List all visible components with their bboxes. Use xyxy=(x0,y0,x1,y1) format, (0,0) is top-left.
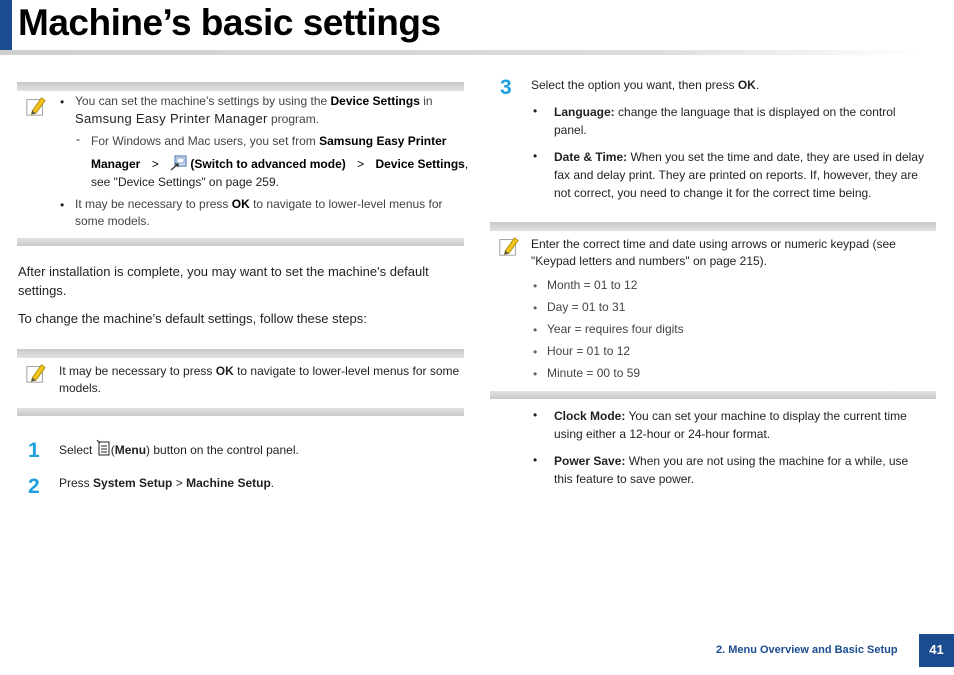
text: You can set the machine’s settings by using the xyxy=(75,94,328,108)
step-3-text xyxy=(531,76,759,94)
intro-paragraph-line2: settings. xyxy=(18,283,67,298)
dash-marker: - xyxy=(76,132,80,146)
separator: > xyxy=(175,476,183,490)
option-language-line2: panel. xyxy=(554,123,587,137)
list-item-day: Day = 01 to 31 xyxy=(547,300,626,314)
text: . xyxy=(270,476,275,490)
option-clock-line2: using either a 12-hour or 24-hour format. xyxy=(554,427,771,441)
text: Select the option you want, then press xyxy=(531,78,735,92)
bullet-dot: • xyxy=(533,367,538,381)
text: change the language that is displayed on the control xyxy=(618,105,896,119)
list-item-year: Year = requires four digits xyxy=(547,322,684,336)
note1-sub-line3: see "Device Settings" on page 259. xyxy=(91,175,279,189)
clock-mode-label: Clock Mode: xyxy=(554,409,626,423)
text: program. xyxy=(271,112,320,126)
note2-line1 xyxy=(59,362,459,380)
note1-bullet2-line2: some models. xyxy=(75,214,150,228)
app-name-bold: Samsung Easy Printer xyxy=(319,134,447,148)
footer-section-link[interactable]: 2. Menu Overview and Basic Setup xyxy=(716,644,898,656)
step-number-3: 3 xyxy=(500,76,512,99)
ok-label: OK xyxy=(215,364,234,378)
intro-paragraph-2: To change the machine’s default settings, follow these steps: xyxy=(18,311,367,326)
note1-sub-line1 xyxy=(91,132,446,150)
text: It may be necessary to press xyxy=(75,197,229,211)
device-settings-label: Device Settings xyxy=(375,157,465,171)
step-1-text xyxy=(59,439,299,459)
switch-mode-label: (Switch to advanced mode) xyxy=(190,157,346,171)
switch-advanced-mode-icon xyxy=(170,155,187,171)
text: ) button on the control panel. xyxy=(146,443,299,457)
option-date-line2: fax and delay print. They are printed on reports. If, however, they are xyxy=(554,168,918,182)
text: to navigate to lower-level menus for some xyxy=(237,364,460,378)
text: to navigate to lower-level menus for xyxy=(253,197,443,211)
note1-sub-line2 xyxy=(91,155,468,173)
option-date-line3: not correct, you need to change it for the correct time being. xyxy=(554,186,872,200)
separator: > xyxy=(151,157,159,171)
text: Select xyxy=(59,443,93,457)
list-item-minute: Minute = 00 to 59 xyxy=(547,366,641,380)
power-save-label: Power Save: xyxy=(554,454,626,468)
bullet-dot: • xyxy=(533,149,538,163)
note-top-bar xyxy=(17,349,464,358)
note1-bullet1-line2 xyxy=(75,110,319,128)
bullet-dot: • xyxy=(533,323,538,337)
app-name-bold: Manager xyxy=(91,157,141,171)
step-2-text xyxy=(59,474,274,492)
note3-line1: Enter the correct time and date using arrows or numeric keypad (see xyxy=(531,237,896,251)
note-bottom-bar xyxy=(490,391,936,399)
app-name: Samsung Easy Printer Manager xyxy=(75,111,268,126)
bullet-dot: • xyxy=(533,345,538,359)
note1-bullet1-line1 xyxy=(75,92,433,110)
option-power-line2: this feature to save power. xyxy=(554,472,695,486)
bullet-dot: • xyxy=(60,95,65,109)
step-number-2: 2 xyxy=(28,475,40,498)
system-setup-label: System Setup xyxy=(93,476,173,490)
text: It may be necessary to press xyxy=(59,364,213,378)
bullet-dot: • xyxy=(533,301,538,315)
text: ( xyxy=(110,443,115,457)
date-time-label: Date & Time: xyxy=(554,150,628,164)
pencil-note-icon xyxy=(25,95,47,117)
note-top-bar xyxy=(17,82,464,91)
pencil-note-icon xyxy=(498,235,520,257)
text: You can set your machine to display the current time xyxy=(628,409,907,423)
option-power-line1 xyxy=(554,452,908,470)
note-bottom-bar xyxy=(17,408,464,416)
text: For Windows and Mac users, you set from xyxy=(91,134,316,148)
bullet-dot: • xyxy=(533,453,538,467)
bullet-dot: • xyxy=(60,198,65,212)
note-bottom-bar xyxy=(17,238,464,246)
list-item-month: Month = 01 to 12 xyxy=(547,278,638,292)
option-date-line1 xyxy=(554,148,924,166)
text: Press xyxy=(59,476,90,490)
separator: > xyxy=(357,157,365,171)
intro-paragraph-line1: After installation is complete, you may want to set the machine's default xyxy=(18,264,429,279)
menu-label: Menu xyxy=(114,443,147,457)
pencil-note-icon xyxy=(25,362,47,384)
note2-line2: models. xyxy=(59,381,102,395)
text: When you set the time and date, they are used in delay xyxy=(630,150,924,164)
step-number-1: 1 xyxy=(28,439,40,462)
option-language-line1 xyxy=(554,103,896,121)
text: When you are not using the machine for a while, use xyxy=(628,454,909,468)
page-number-badge: 41 xyxy=(919,634,954,667)
note-top-bar xyxy=(490,222,936,231)
title-accent-bar xyxy=(0,0,12,52)
language-label: Language: xyxy=(554,105,615,119)
device-settings-label: Device Settings xyxy=(330,94,420,108)
title-underline xyxy=(0,50,920,55)
note3-line2: "Keypad letters and numbers" on page 215). xyxy=(531,254,768,268)
option-clock-line1 xyxy=(554,407,907,425)
ok-label: OK xyxy=(737,78,756,92)
text: in xyxy=(423,94,433,108)
list-item-hour: Hour = 01 to 12 xyxy=(547,344,631,358)
page-title: Machine’s basic settings xyxy=(18,2,441,43)
ok-label: OK xyxy=(231,197,250,211)
text: , xyxy=(464,157,469,171)
note1-bullet2-line1 xyxy=(75,195,443,213)
bullet-dot: • xyxy=(533,279,538,293)
bullet-dot: • xyxy=(533,104,538,118)
machine-setup-label: Machine Setup xyxy=(186,476,271,490)
menu-icon xyxy=(96,439,111,457)
text: . xyxy=(755,78,760,92)
bullet-dot: • xyxy=(533,408,538,422)
